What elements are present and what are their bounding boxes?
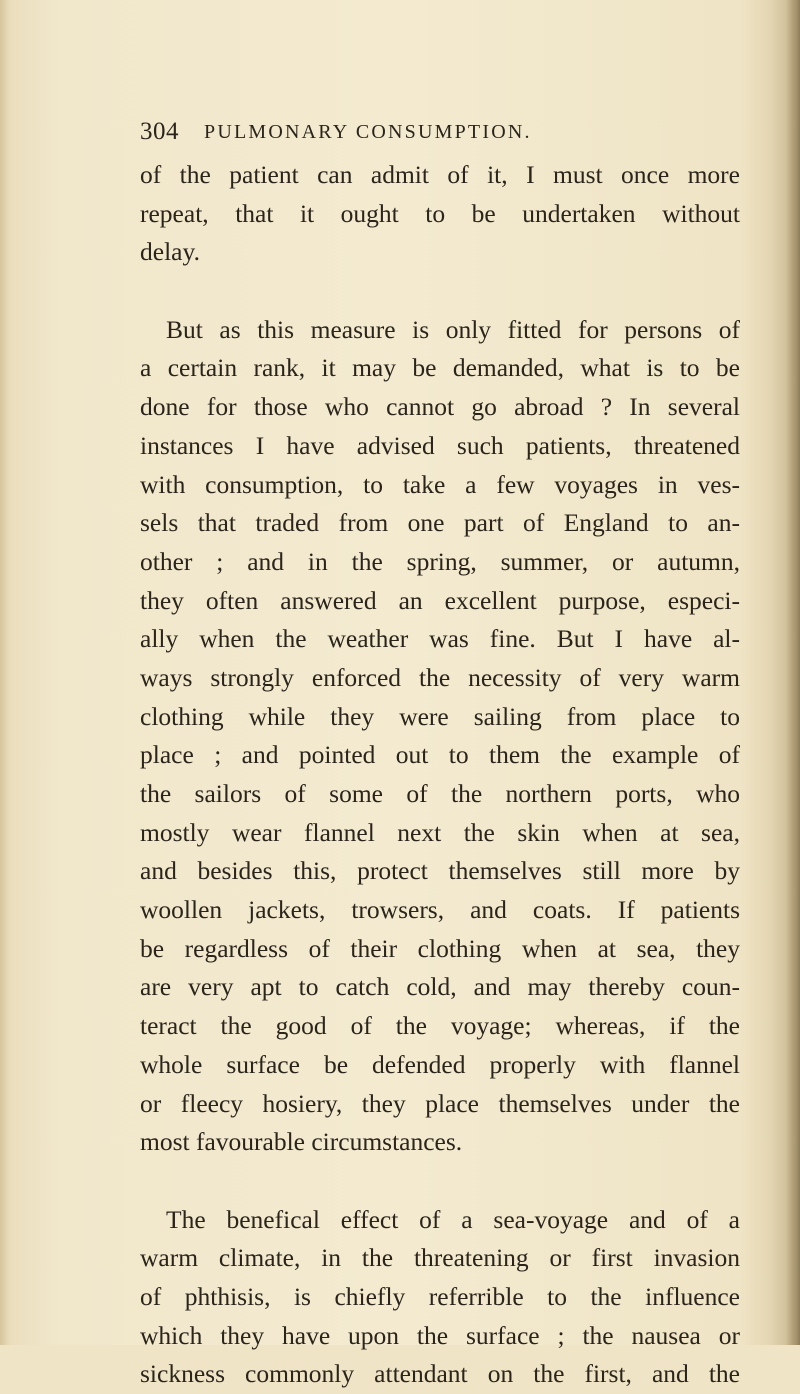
text-line: the sailors of some of the northern ports, who [140, 779, 740, 808]
text-line: or fleecy hosiery, they place themselves under the [140, 1088, 740, 1118]
text-line: sels that traded from one part of England to an- [140, 508, 740, 538]
paragraph-3 [140, 1201, 740, 1394]
text-line: most favourable circumstances. [140, 1127, 463, 1157]
text-line: and besides this, protect themselves still more by [140, 856, 740, 886]
text-line: But as this measure is only fitted for persons of [166, 314, 740, 344]
text-line: repeat, that it ought to be undertaken without [140, 198, 740, 228]
text-line: warm climate, in the threatening or first invasion [140, 1243, 740, 1273]
text-line: a certain rank, it may be demanded, what is to be [140, 353, 740, 383]
text-line: clothing while they were sailing from place to [140, 701, 740, 731]
text-line: be regardless of their clothing when at sea, they [140, 933, 740, 963]
text-line: The benefical effect of a sea-voyage and of a [166, 1204, 740, 1234]
text-line: place ; and pointed out to them the example of [140, 740, 740, 770]
text-line: of phthisis, is chiefly referrible to the influence [140, 1281, 740, 1311]
text-line: they often answered an excellent purpose, especi- [140, 585, 740, 615]
running-head: PULMONARY CONSUMPTION. [204, 121, 532, 143]
body-text [140, 156, 740, 1394]
page-header [140, 118, 700, 148]
paragraph-2 [140, 311, 740, 1162]
text-line: sickness commonly attendant on the first, and the [140, 1359, 740, 1389]
text-line: mostly wear flannel next the skin when at sea, [140, 817, 740, 847]
text-line: ways strongly enforced the necessity of very warm [140, 662, 740, 692]
text-line: done for those who cannot go abroad ? In several [140, 392, 740, 422]
text-line: teract the good of the voyage; whereas, if the [140, 1011, 740, 1041]
page-number: 304 [140, 118, 179, 145]
text-line: with consumption, to take a few voyages in ves- [140, 469, 740, 499]
text-line: are very apt to catch cold, and may thereby coun- [140, 972, 740, 1002]
text-line: of the patient can admit of it, I must once more [140, 160, 740, 189]
text-line: which they have upon the surface ; the nausea or [140, 1320, 740, 1350]
text-line: ally when the weather was fine. But I have al- [140, 624, 740, 654]
text-line: whole surface be defended properly with flannel [140, 1049, 740, 1079]
page-gutter-shadow [786, 0, 800, 1345]
text-line: delay. [140, 237, 200, 267]
paragraph-gap [140, 1162, 740, 1201]
text-line: other ; and in the spring, summer, or autumn, [140, 546, 740, 576]
paragraph-gap [140, 272, 740, 311]
text-line: instances I have advised such patients, threatened [140, 430, 740, 460]
paragraph-1 [140, 156, 740, 272]
page-left-edge-shadow [0, 0, 10, 1345]
text-line: woollen jackets, trowsers, and coats. If patients [140, 895, 740, 925]
